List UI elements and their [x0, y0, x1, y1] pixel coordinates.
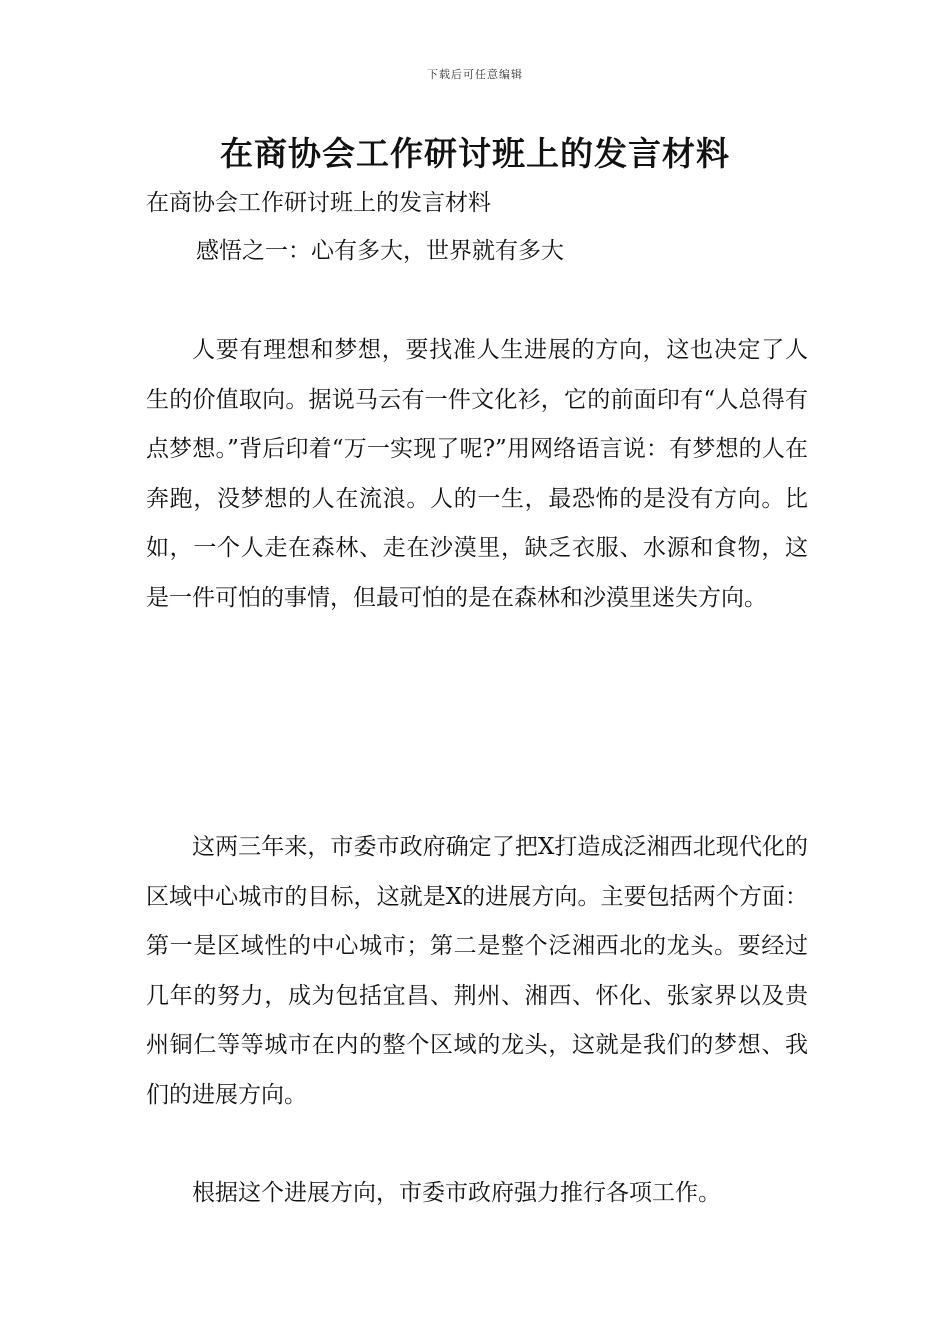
document-subtitle: 在商协会工作研讨班上的发言材料 [146, 190, 491, 216]
insight-heading: 感悟之一：心有多大，世界就有多大 [196, 238, 564, 264]
paragraph-2: 这两三年来，市委市政府确定了把X打造成泛湘西北现代化的区域中心城市的目标，这就是X的进展方向。主要包括两个方面：第一是区域性的中心城市；第二是整个泛湘西北的龙头。要经过几年的努力，成为包括宜昌、荆州、湘西、怀化、张家界以及贵州铜仁等等城市在内的整个区域的龙头，这就是我们的梦想、我们的进展方向。 [146, 834, 808, 1108]
paragraph-3: 根据这个进展方向，市委市政府强力推行各项工作。 [192, 1180, 721, 1206]
document-title: 在商协会工作研讨班上的发言材料 [220, 134, 730, 173]
header-note: 下载后可任意编辑 [427, 68, 523, 81]
paragraph-1: 人要有理想和梦想，要找准人生进展的方向，这也决定了人生的价值取向。据说马云有一件文化衫，它的前面印有“人总得有点梦想。”背后印着“万一实现了呢?”用网络语言说：有梦想的人在奔跑，没梦想的人在流浪。人的一生，最恐怖的是没有方向。比如，一个人走在森林、走在沙漠里，缺乏衣服、水源和食物，这是一件可怕的事情，但最可怕的是在森林和沙漠里迷失方向。 [146, 337, 808, 611]
